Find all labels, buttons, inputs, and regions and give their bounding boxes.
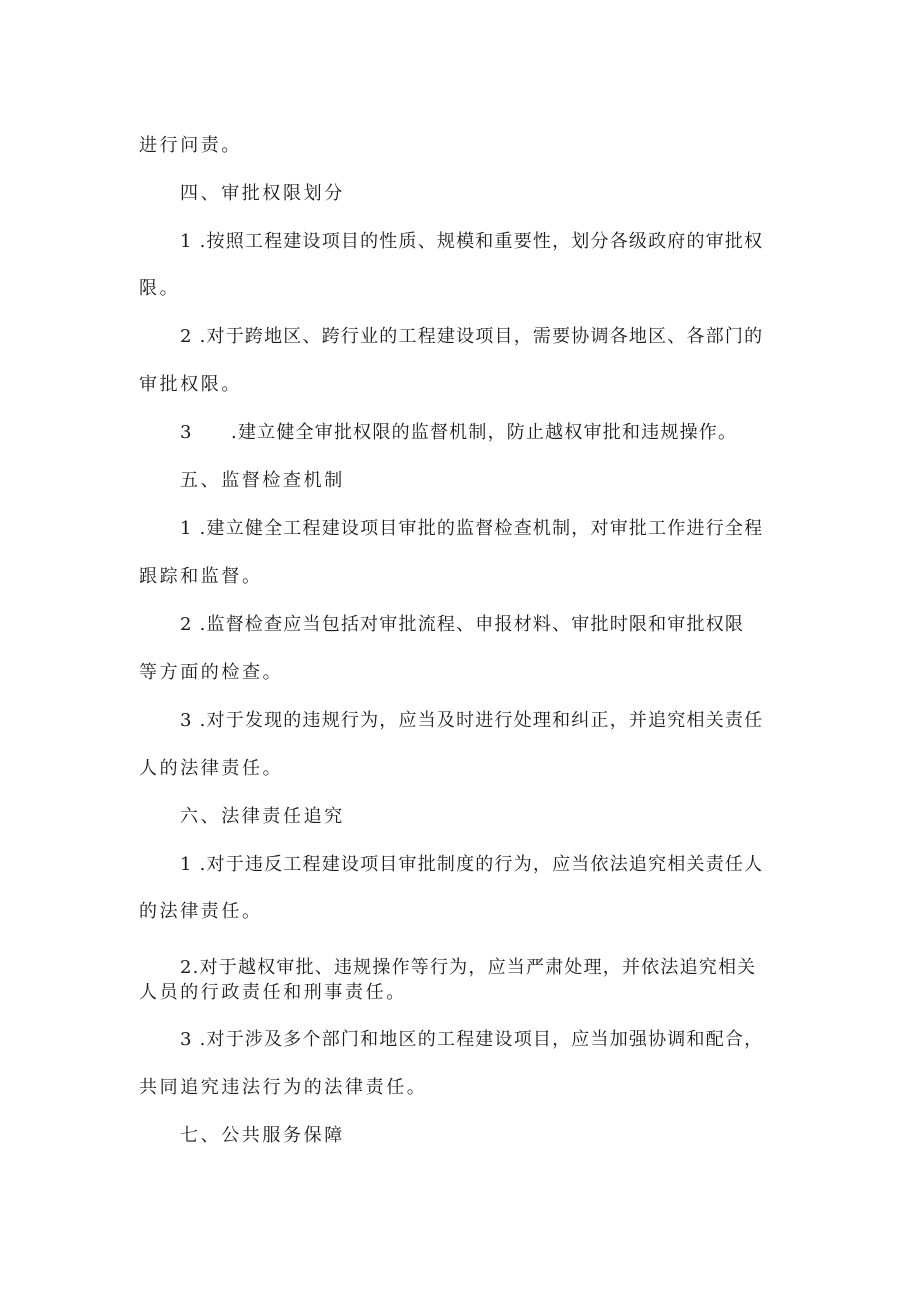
section-heading: 七、公共服务保障: [180, 1125, 345, 1146]
paragraph-line: 2 .对于跨地区、跨行业的工程建设项目，需要协调各地区、各部门的: [180, 326, 764, 347]
paragraph-line: 等方面的检查。: [139, 662, 284, 683]
section-heading: 六、法律责任追究: [180, 806, 345, 827]
paragraph-line: 2 .监督检查应当包括对审批流程、申报材料、审批时限和审批权限: [180, 614, 745, 635]
paragraph-line: 限。: [139, 278, 181, 299]
paragraph-line: 2.对于越权审批、违规操作等行为，应当严肃处理，并依法追究相关: [180, 957, 757, 978]
paragraph-line: 的法律责任。: [139, 901, 263, 922]
paragraph-line: 审批权限。: [139, 374, 242, 395]
section-heading: 四、审批权限划分: [180, 183, 345, 204]
paragraph-line: 1 .对于违反工程建设项目审批制度的行为，应当依法追究相关责任人: [180, 854, 764, 875]
paragraph-line: 共同追究违法行为的法律责任。: [139, 1077, 428, 1098]
paragraph-line: 3 .建立健全审批权限的监督机制，防止越权审批和违规操作。: [180, 422, 738, 443]
paragraph-line: 人员的行政责任和刑事责任。: [139, 982, 407, 1003]
section-heading: 五、监督检查机制: [180, 470, 345, 491]
paragraph-line: 人的法律责任。: [139, 758, 284, 779]
paragraph-line: 1 .建立健全工程建设项目审批的监督检查机制，对审批工作进行全程: [180, 518, 764, 539]
paragraph-line: 跟踪和监督。: [139, 566, 263, 587]
paragraph-line: 3 .对于涉及多个部门和地区的工程建设项目，应当加强协调和配合，: [180, 1029, 764, 1050]
paragraph-line: 1 .按照工程建设项目的性质、规模和重要性，划分各级政府的审批权: [180, 231, 764, 252]
paragraph-line: 进行问责。: [139, 135, 242, 156]
paragraph-line: 3 .对于发现的违规行为，应当及时进行处理和纠正，并追究相关责任: [180, 710, 764, 731]
